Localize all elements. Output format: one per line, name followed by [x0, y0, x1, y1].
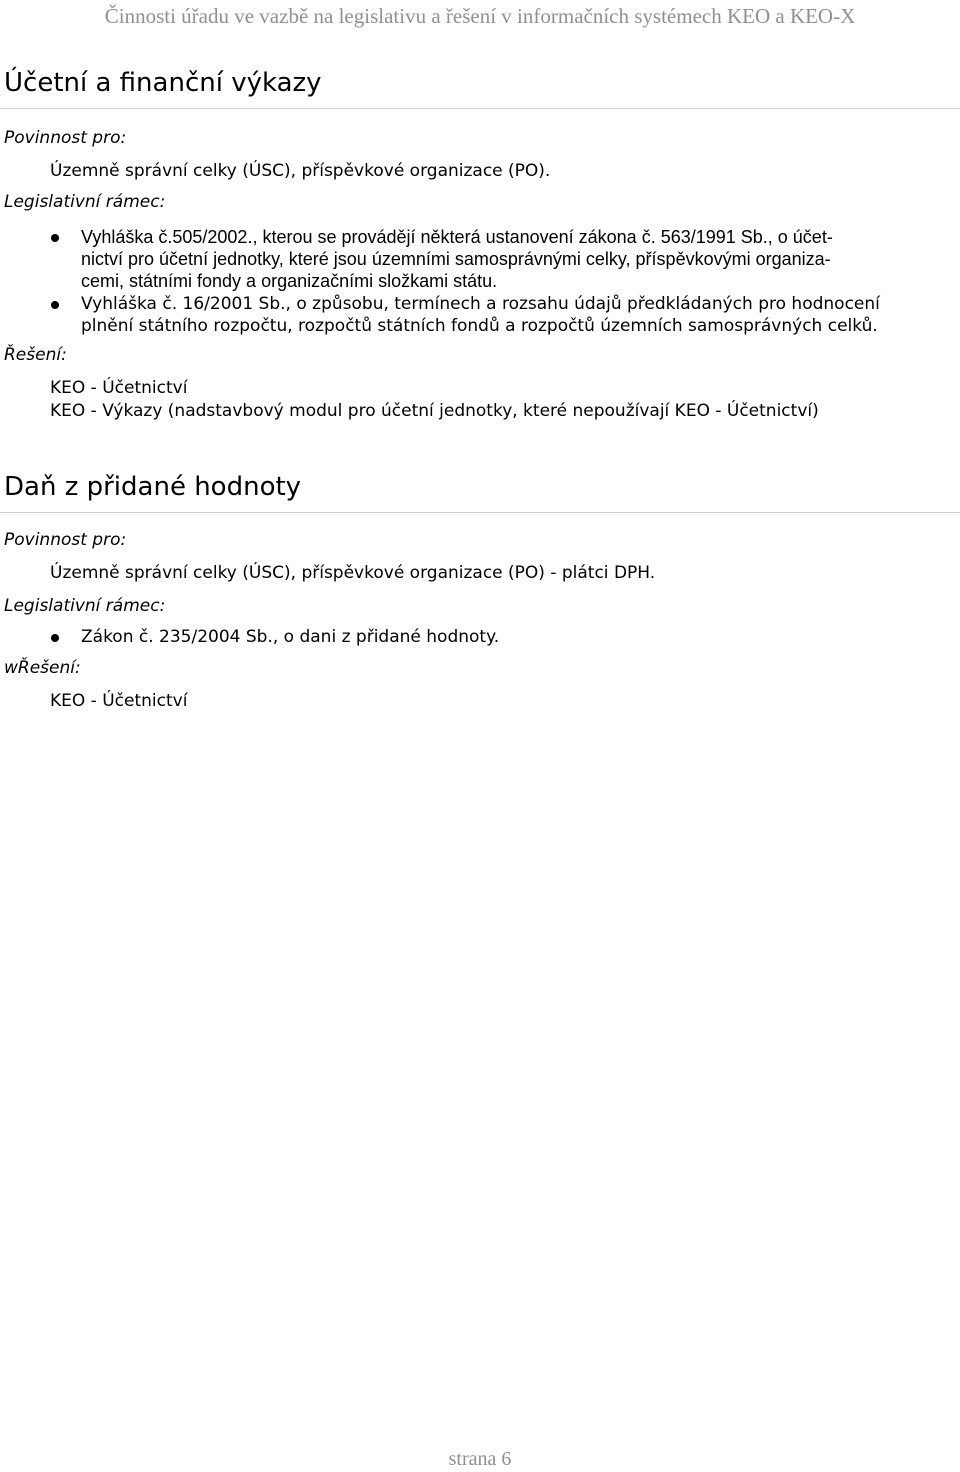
section-title: Daň z přidané hodnoty [4, 472, 302, 502]
legal-item-line: cemi, státními fondy a organizačními složkami státu. [81, 271, 498, 291]
duty-text: Územně správní celky (ÚSC), příspěvkové organizace (PO) - plátci DPH. [50, 563, 656, 583]
legal-framework-label: Legislativní rámec: [4, 596, 166, 616]
running-header: Činnosti úřadu ve vazbě na legislativu a řešení v informačních systémech KEO a KEO-X [104, 4, 856, 28]
section-heading-row [0, 66, 960, 109]
duty-label: Povinnost pro: [4, 530, 127, 550]
duty-label: Povinnost pro: [4, 128, 127, 148]
legal-item-line: plnění státního rozpočtu, rozpočtů státních fondů a rozpočtů územních samosprávných celků. [81, 316, 878, 336]
section-accounting-reports [0, 66, 960, 421]
duty-text: Územně správní celky (ÚSC), příspěvkové organizace (PO). [50, 161, 551, 181]
bullet-icon [51, 301, 59, 309]
solution-label: Řešení: [4, 345, 67, 365]
solution-item: KEO - Účetnictví [50, 378, 188, 398]
section-title: Účetní a finanční výkazy [4, 68, 322, 98]
legal-item-line: Vyhláška č.505/2002., kterou se provádějí některá ustanovení zákona č. 563/1991 Sb., o účet- [81, 227, 833, 247]
solution-item: KEO - Výkazy (nadstavbový modul pro účetní jednotky, které nepoužívají KEO - Účetnictví) [50, 401, 819, 421]
legal-framework-label: Legislativní rámec: [4, 192, 166, 212]
legal-item-line: Zákon č. 235/2004 Sb., o dani z přidané hodnoty. [81, 627, 500, 647]
legal-item-line: Vyhláška č. 16/2001 Sb., o způsobu, termínech a rozsahu údajů předkládaných pro hodnocení [81, 294, 880, 314]
section-heading-row [0, 470, 960, 513]
page-number: strana 6 [448, 1448, 512, 1470]
legal-item-line: nictví pro účetní jednotky, které jsou územními samosprávnými celky, příspěvkovými organiza- [81, 249, 831, 269]
bullet-icon [51, 234, 59, 242]
section-vat [0, 470, 960, 711]
solution-item: KEO - Účetnictví [50, 691, 188, 711]
bullet-icon [51, 634, 59, 642]
solution-label: wŘešení: [4, 658, 81, 678]
